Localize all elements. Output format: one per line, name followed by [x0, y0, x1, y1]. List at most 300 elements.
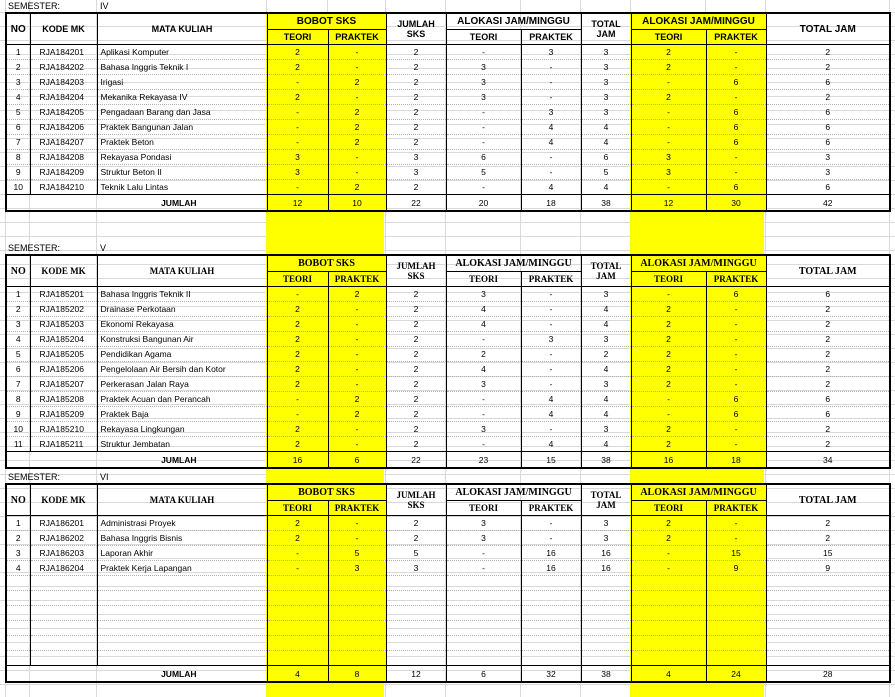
cell-nama: Bahasa Inggris Teknik II — [97, 287, 267, 302]
cell-nama: Praktek Baja — [97, 407, 267, 422]
empty-cell — [581, 636, 631, 651]
cell-at: 5 — [446, 165, 521, 180]
cell-ap: 3 — [521, 105, 581, 120]
cell-at: - — [446, 332, 521, 347]
col-header-kode-mk: KODE MK — [30, 484, 97, 516]
cell-bp: 2 — [328, 135, 386, 150]
empty-cell — [30, 651, 97, 666]
cell-no: 8 — [6, 392, 30, 407]
cell-ap: - — [521, 516, 581, 531]
cell-sks: 2 — [386, 347, 446, 362]
cell-bp: 2 — [328, 407, 386, 422]
jumlah-label: JUMLAH — [6, 452, 267, 469]
semester-value: VI — [100, 472, 109, 482]
cell-jp: - — [706, 90, 766, 105]
course-table-semester-v — [5, 254, 891, 469]
total-jt: 4 — [631, 666, 706, 683]
cell-no: 2 — [6, 302, 30, 317]
cell-total: 2 — [766, 437, 890, 452]
cell-ap: - — [521, 317, 581, 332]
cell-sks: 2 — [386, 60, 446, 75]
empty-cell — [581, 606, 631, 621]
cell-total: 6 — [766, 105, 890, 120]
cell-kode: RJA184210 — [30, 180, 97, 195]
semester-value: V — [100, 243, 107, 253]
empty-cell — [446, 621, 521, 636]
subheader-teori: TEORI — [267, 272, 328, 287]
cell-bt: 2 — [267, 90, 328, 105]
empty-cell — [6, 636, 30, 651]
cell-bt: - — [267, 180, 328, 195]
empty-cell — [386, 576, 446, 591]
cell-ap: - — [521, 362, 581, 377]
jumlah-label: JUMLAH — [6, 195, 267, 212]
cell-bt: - — [267, 561, 328, 576]
empty-row — [6, 651, 890, 666]
cell-no: 7 — [6, 135, 30, 150]
cell-jp: - — [706, 150, 766, 165]
cell-nama: Praktek Acuan dan Perancah — [97, 392, 267, 407]
cell-jt: 3 — [631, 165, 706, 180]
cell-ap: 4 — [521, 437, 581, 452]
cell-nama: Praktek Beton — [97, 135, 267, 150]
cell-sks: 2 — [386, 287, 446, 302]
total-tj: 38 — [581, 666, 631, 683]
cell-sks: 2 — [386, 531, 446, 546]
cell-tj: 3 — [581, 90, 631, 105]
cell-bt: - — [267, 135, 328, 150]
empty-cell — [97, 576, 267, 591]
cell-at: 3 — [446, 287, 521, 302]
cell-jp: 6 — [706, 135, 766, 150]
cell-tj: 3 — [581, 75, 631, 90]
cell-sks: 2 — [386, 362, 446, 377]
empty-cell — [30, 606, 97, 621]
cell-no: 6 — [6, 120, 30, 135]
cell-at: - — [446, 407, 521, 422]
cell-ap: 16 — [521, 561, 581, 576]
cell-bt: 2 — [267, 347, 328, 362]
course-table-semester-vi — [5, 483, 891, 683]
cell-bt: 2 — [267, 60, 328, 75]
total-bt: 4 — [267, 666, 328, 683]
cell-at: - — [446, 105, 521, 120]
empty-cell — [97, 636, 267, 651]
cell-no: 2 — [6, 531, 30, 546]
cell-jp: - — [706, 516, 766, 531]
table-row — [6, 546, 890, 561]
cell-jp: - — [706, 377, 766, 392]
cell-jt: 2 — [631, 45, 706, 60]
empty-cell — [97, 651, 267, 666]
col-header-alokasi-jam-2: ALOKASI JAM/MINGGU — [631, 484, 766, 501]
cell-kode: RJA186201 — [30, 516, 97, 531]
col-header-alokasi-jam: ALOKASI JAM/MINGGU — [446, 255, 581, 272]
total-bp: 8 — [328, 666, 386, 683]
total-jp: 30 — [706, 195, 766, 212]
cell-bt: - — [267, 546, 328, 561]
cell-total: 2 — [766, 317, 890, 332]
cell-bp: - — [328, 422, 386, 437]
total-total: 28 — [766, 666, 890, 683]
empty-cell — [631, 621, 706, 636]
empty-cell — [328, 591, 386, 606]
cell-jp: - — [706, 332, 766, 347]
cell-no: 3 — [6, 546, 30, 561]
cell-jt: 2 — [631, 437, 706, 452]
subheader-teori: TEORI — [631, 272, 706, 287]
cell-no: 9 — [6, 407, 30, 422]
cell-no: 4 — [6, 90, 30, 105]
cell-at: - — [446, 561, 521, 576]
cell-kode: RJA184201 — [30, 45, 97, 60]
cell-jp: - — [706, 45, 766, 60]
semester-label: SEMESTER: IV — [8, 1, 109, 11]
cell-at: 3 — [446, 531, 521, 546]
table-row — [6, 531, 890, 546]
cell-at: - — [446, 180, 521, 195]
total-jt: 12 — [631, 195, 706, 212]
cell-jp: 15 — [706, 546, 766, 561]
cell-nama: Praktek Bangunan Jalan — [97, 120, 267, 135]
cell-ap: 4 — [521, 392, 581, 407]
empty-cell — [6, 591, 30, 606]
cell-jp: - — [706, 317, 766, 332]
table-row — [6, 75, 890, 90]
cell-bp: 2 — [328, 180, 386, 195]
subheader-praktek: PRAKTEK — [521, 30, 581, 45]
col-header-no: NO — [6, 255, 30, 287]
totals-row — [6, 195, 890, 212]
cell-at: 3 — [446, 377, 521, 392]
total-line1: TOTAL — [591, 19, 621, 29]
total-total: 42 — [766, 195, 890, 212]
subheader-teori: TEORI — [267, 501, 328, 516]
cell-nama: Pengelolaan Air Bersih dan Kotor — [97, 362, 267, 377]
cell-total: 2 — [766, 516, 890, 531]
empty-cell — [521, 636, 581, 651]
cell-no: 1 — [6, 287, 30, 302]
cell-kode: RJA185201 — [30, 287, 97, 302]
cell-bt: 2 — [267, 45, 328, 60]
empty-row — [6, 591, 890, 606]
cell-sks: 2 — [386, 437, 446, 452]
cell-bt: 2 — [267, 531, 328, 546]
cell-tj: 3 — [581, 332, 631, 347]
table-row — [6, 302, 890, 317]
cell-jp: 6 — [706, 120, 766, 135]
cell-ap: - — [521, 347, 581, 362]
cell-tj: 4 — [581, 362, 631, 377]
total-bp: 6 — [328, 452, 386, 469]
cell-total: 9 — [766, 561, 890, 576]
cell-bp: - — [328, 45, 386, 60]
col-header-bobot-sks: BOBOT SKS — [267, 255, 386, 272]
cell-no: 5 — [6, 347, 30, 362]
empty-cell — [581, 576, 631, 591]
cell-jt: 2 — [631, 377, 706, 392]
cell-ap: - — [521, 90, 581, 105]
empty-cell — [706, 576, 766, 591]
empty-cell — [386, 651, 446, 666]
cell-jp: 6 — [706, 407, 766, 422]
total-jp: 24 — [706, 666, 766, 683]
empty-cell — [706, 651, 766, 666]
col-header-mata-kuliah: MATA KULIAH — [97, 13, 267, 45]
cell-bp: - — [328, 60, 386, 75]
col-header-kode-mk: KODE MK — [30, 255, 97, 287]
empty-cell — [706, 636, 766, 651]
cell-kode: RJA185202 — [30, 302, 97, 317]
cell-sks: 2 — [386, 180, 446, 195]
col-header-total-jam: TOTAL JAM — [766, 484, 890, 516]
cell-bp: 3 — [328, 561, 386, 576]
col-header-total-jam: TOTAL JAM — [766, 255, 890, 287]
cell-kode: RJA185209 — [30, 407, 97, 422]
cell-bp: - — [328, 437, 386, 452]
empty-cell — [766, 651, 890, 666]
total-line2: JAM — [596, 29, 616, 39]
totals-row — [6, 666, 890, 683]
cell-bp: - — [328, 362, 386, 377]
empty-cell — [766, 621, 890, 636]
table-row — [6, 377, 890, 392]
cell-nama: Struktur Beton II — [97, 165, 267, 180]
empty-cell — [328, 606, 386, 621]
col-header-no: NO — [6, 484, 30, 516]
cell-ap: - — [521, 60, 581, 75]
col-header-mata-kuliah: MATA KULIAH — [97, 255, 267, 287]
cell-nama: Irigasi — [97, 75, 267, 90]
cell-sks: 5 — [386, 546, 446, 561]
subheader-teori: TEORI — [446, 272, 521, 287]
cell-no: 7 — [6, 377, 30, 392]
cell-tj: 16 — [581, 546, 631, 561]
cell-tj: 4 — [581, 392, 631, 407]
cell-kode: RJA184206 — [30, 120, 97, 135]
table-row — [6, 437, 890, 452]
cell-sks: 2 — [386, 105, 446, 120]
cell-ap: 16 — [521, 546, 581, 561]
jumlah-sks-line2: SKS — [407, 500, 425, 510]
cell-tj: 4 — [581, 135, 631, 150]
table-row — [6, 105, 890, 120]
cell-sks: 2 — [386, 516, 446, 531]
cell-nama: Teknik Lalu Lintas — [97, 180, 267, 195]
cell-jp: - — [706, 531, 766, 546]
jumlah-label: JUMLAH — [6, 666, 267, 683]
cell-nama: Struktur Jembatan — [97, 437, 267, 452]
empty-cell — [581, 591, 631, 606]
total-tj: 38 — [581, 195, 631, 212]
empty-cell — [267, 576, 328, 591]
cell-total: 2 — [766, 347, 890, 362]
empty-cell — [386, 621, 446, 636]
empty-cell — [267, 606, 328, 621]
table-row — [6, 120, 890, 135]
cell-no: 6 — [6, 362, 30, 377]
cell-bt: 3 — [267, 150, 328, 165]
empty-cell — [446, 606, 521, 621]
semester-label: SEMESTER: V — [8, 243, 107, 253]
empty-cell — [521, 621, 581, 636]
cell-tj: 3 — [581, 60, 631, 75]
empty-cell — [386, 636, 446, 651]
empty-cell — [97, 621, 267, 636]
empty-cell — [328, 651, 386, 666]
empty-cell — [631, 606, 706, 621]
cell-jt: 2 — [631, 317, 706, 332]
cell-jp: 6 — [706, 180, 766, 195]
cell-jp: - — [706, 60, 766, 75]
cell-bt: 2 — [267, 332, 328, 347]
cell-bt: - — [267, 75, 328, 90]
cell-jp: 6 — [706, 105, 766, 120]
cell-sks: 2 — [386, 120, 446, 135]
subheader-teori: TEORI — [631, 30, 706, 45]
cell-kode: RJA185203 — [30, 317, 97, 332]
col-header-kode-mk: KODE MK — [30, 13, 97, 45]
subheader-teori: TEORI — [446, 501, 521, 516]
cell-jp: - — [706, 422, 766, 437]
cell-nama: Pengadaan Barang dan Jasa — [97, 105, 267, 120]
empty-cell — [30, 576, 97, 591]
cell-kode: RJA184204 — [30, 90, 97, 105]
cell-nama: Drainase Perkotaan — [97, 302, 267, 317]
empty-cell — [97, 606, 267, 621]
cell-no: 5 — [6, 105, 30, 120]
table-row — [6, 287, 890, 302]
cell-at: - — [446, 135, 521, 150]
cell-jt: 2 — [631, 362, 706, 377]
cell-bt: 2 — [267, 422, 328, 437]
cell-total: 2 — [766, 362, 890, 377]
total-at: 23 — [446, 452, 521, 469]
cell-jt: - — [631, 407, 706, 422]
cell-kode: RJA184207 — [30, 135, 97, 150]
cell-bp: - — [328, 317, 386, 332]
table-row — [6, 362, 890, 377]
cell-kode: RJA185207 — [30, 377, 97, 392]
cell-bp: 2 — [328, 287, 386, 302]
cell-total: 15 — [766, 546, 890, 561]
cell-ap: - — [521, 302, 581, 317]
cell-total: 6 — [766, 287, 890, 302]
table-row — [6, 180, 890, 195]
table-row — [6, 392, 890, 407]
cell-nama: Bahasa Inggris Teknik I — [97, 60, 267, 75]
empty-cell — [766, 591, 890, 606]
cell-bt: 2 — [267, 437, 328, 452]
col-header-jumlah-sks — [386, 484, 446, 516]
cell-bp: - — [328, 90, 386, 105]
cell-jp: - — [706, 165, 766, 180]
empty-cell — [386, 606, 446, 621]
subheader-praktek: PRAKTEK — [328, 501, 386, 516]
table-row — [6, 150, 890, 165]
empty-cell — [328, 576, 386, 591]
cell-total: 2 — [766, 377, 890, 392]
total-ap: 15 — [521, 452, 581, 469]
cell-ap: 4 — [521, 407, 581, 422]
cell-sks: 2 — [386, 302, 446, 317]
total-sks: 22 — [386, 195, 446, 212]
cell-bp: 2 — [328, 120, 386, 135]
cell-jp: 9 — [706, 561, 766, 576]
cell-bt: 2 — [267, 302, 328, 317]
col-header-alokasi-jam: ALOKASI JAM/MINGGU — [446, 484, 581, 501]
total-sks: 12 — [386, 666, 446, 683]
cell-kode: RJA185204 — [30, 332, 97, 347]
total-total: 34 — [766, 452, 890, 469]
cell-jt: - — [631, 546, 706, 561]
cell-kode: RJA185205 — [30, 347, 97, 362]
empty-cell — [706, 606, 766, 621]
subheader-praktek: PRAKTEK — [328, 30, 386, 45]
cell-tj: 6 — [581, 150, 631, 165]
cell-no: 2 — [6, 60, 30, 75]
col-header-total-jam-minggu — [581, 255, 631, 287]
empty-cell — [386, 591, 446, 606]
subheader-teori: TEORI — [267, 30, 328, 45]
empty-cell — [97, 591, 267, 606]
cell-no: 4 — [6, 561, 30, 576]
cell-tj: 4 — [581, 317, 631, 332]
cell-ap: - — [521, 422, 581, 437]
cell-tj: 4 — [581, 180, 631, 195]
total-bt: 16 — [267, 452, 328, 469]
cell-at: 3 — [446, 60, 521, 75]
cell-total: 6 — [766, 135, 890, 150]
cell-total: 3 — [766, 165, 890, 180]
empty-cell — [267, 621, 328, 636]
cell-jt: 2 — [631, 531, 706, 546]
cell-sks: 2 — [386, 317, 446, 332]
cell-ap: 4 — [521, 180, 581, 195]
cell-jt: - — [631, 180, 706, 195]
cell-jp: - — [706, 362, 766, 377]
empty-cell — [521, 576, 581, 591]
cell-jt: 2 — [631, 422, 706, 437]
cell-tj: 3 — [581, 105, 631, 120]
cell-at: 3 — [446, 516, 521, 531]
cell-nama: Bahasa Inggris Bisnis — [97, 531, 267, 546]
cell-kode: RJA185208 — [30, 392, 97, 407]
cell-nama: Rekayasa Pondasi — [97, 150, 267, 165]
col-header-jumlah-sks — [386, 13, 446, 45]
empty-cell — [631, 636, 706, 651]
cell-jt: - — [631, 75, 706, 90]
cell-nama: Administrasi Proyek — [97, 516, 267, 531]
empty-cell — [521, 591, 581, 606]
empty-cell — [328, 636, 386, 651]
cell-at: - — [446, 546, 521, 561]
empty-cell — [30, 636, 97, 651]
cell-total: 6 — [766, 392, 890, 407]
total-line1: TOTAL — [590, 261, 622, 271]
cell-at: - — [446, 120, 521, 135]
cell-jp: - — [706, 437, 766, 452]
cell-total: 6 — [766, 120, 890, 135]
semester-label: SEMESTER: VI — [8, 472, 109, 482]
cell-kode: RJA186202 — [30, 531, 97, 546]
empty-cell — [706, 591, 766, 606]
cell-nama: Konstruksi Bangunan Air — [97, 332, 267, 347]
cell-total: 2 — [766, 90, 890, 105]
cell-ap: - — [521, 287, 581, 302]
cell-at: 2 — [446, 347, 521, 362]
cell-tj: 3 — [581, 45, 631, 60]
